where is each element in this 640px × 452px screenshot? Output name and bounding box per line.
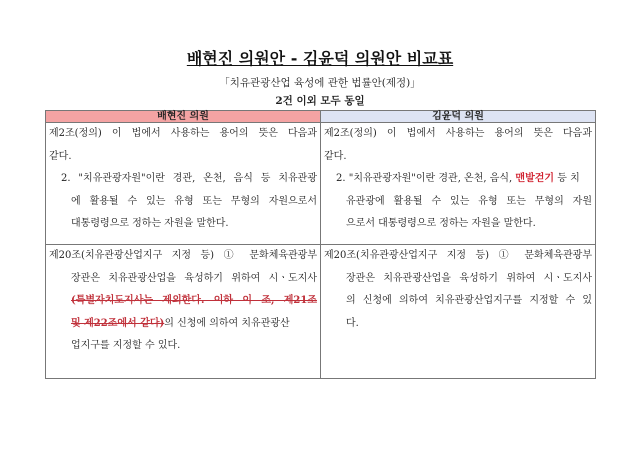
text-line: 업지구를 지정할 수 있다. [71,340,181,351]
text-line: 2. "치유관광자원"이란 경관, 온천, 음식 등 치유관광 [61,173,317,184]
text-line: 의 신청에 의하여 치유관광산업지구를 지정할 수 있 [346,295,592,306]
summary-note: 2건 이외 모두 동일 [275,95,365,107]
text-line: 으로서 대통령령으로 정하는 자원을 말한다. [346,218,536,229]
text-segment: 2. "치유관광자원"이란 경관, 온천, 음식, [336,173,516,184]
text-line: 장관은 치유관광산업을 육성하기 위하여 시ㆍ도지사 [71,272,317,284]
text-line: 유관광에 활용될 수 있는 유형 또는 무형의 자원 [346,195,592,207]
right-article-20 [321,245,596,379]
text-line: 제2조(정의) 이 법에서 사용하는 용어의 뜻은 다음과 [324,128,592,139]
text-line: 장관은 치유관광산업을 육성하기 위하여 시ㆍ도지사 [346,272,592,284]
right-article-2 [321,123,596,245]
left-article-20 [46,245,321,379]
text-line [49,313,317,336]
bill-name: 「치유관광산업 육성에 관한 법률안(제정)」 [219,77,421,89]
text-line: 제2조(정의) 이 법에서 사용하는 용어의 뜻은 다음과 [49,128,317,139]
text-segment: 의 신청에 의하여 치유관광산 [164,317,290,329]
left-article-2 [46,123,321,245]
text-line: 에 활용될 수 있는 유형 또는 무형의 자원으로서 [71,195,317,207]
text-line: 다. [346,317,359,329]
comparison-table [45,110,596,379]
text-line: 대통령령으로 정하는 자원을 말한다. [71,218,229,229]
text-line: 제20조(치유관광산업지구 지정 등) ① 문화체육관광부 [324,250,592,261]
deleted-text: (특별자치도지사는 제외한다. 이하 이 조, 제21조 [71,295,317,306]
highlighted-addition: 맨발걷기 [515,173,555,184]
column-header-right: 김윤덕 의원 [321,111,596,123]
table-row [46,245,596,379]
text-segment: 등 치 [554,173,580,184]
column-header-left: 배현진 의원 [46,111,321,123]
text-line [324,168,592,191]
table-row [46,123,596,245]
deleted-text: 및 제22조에서 같다) [71,317,165,329]
document-title: 배현진 의원안 - 김윤덕 의원안 비교표 [186,49,454,68]
text-line: 제20조(치유관광산업지구 지정 등) ① 문화체육관광부 [49,250,317,261]
text-line: 같다. [324,150,347,162]
text-line: 같다. [49,150,72,162]
